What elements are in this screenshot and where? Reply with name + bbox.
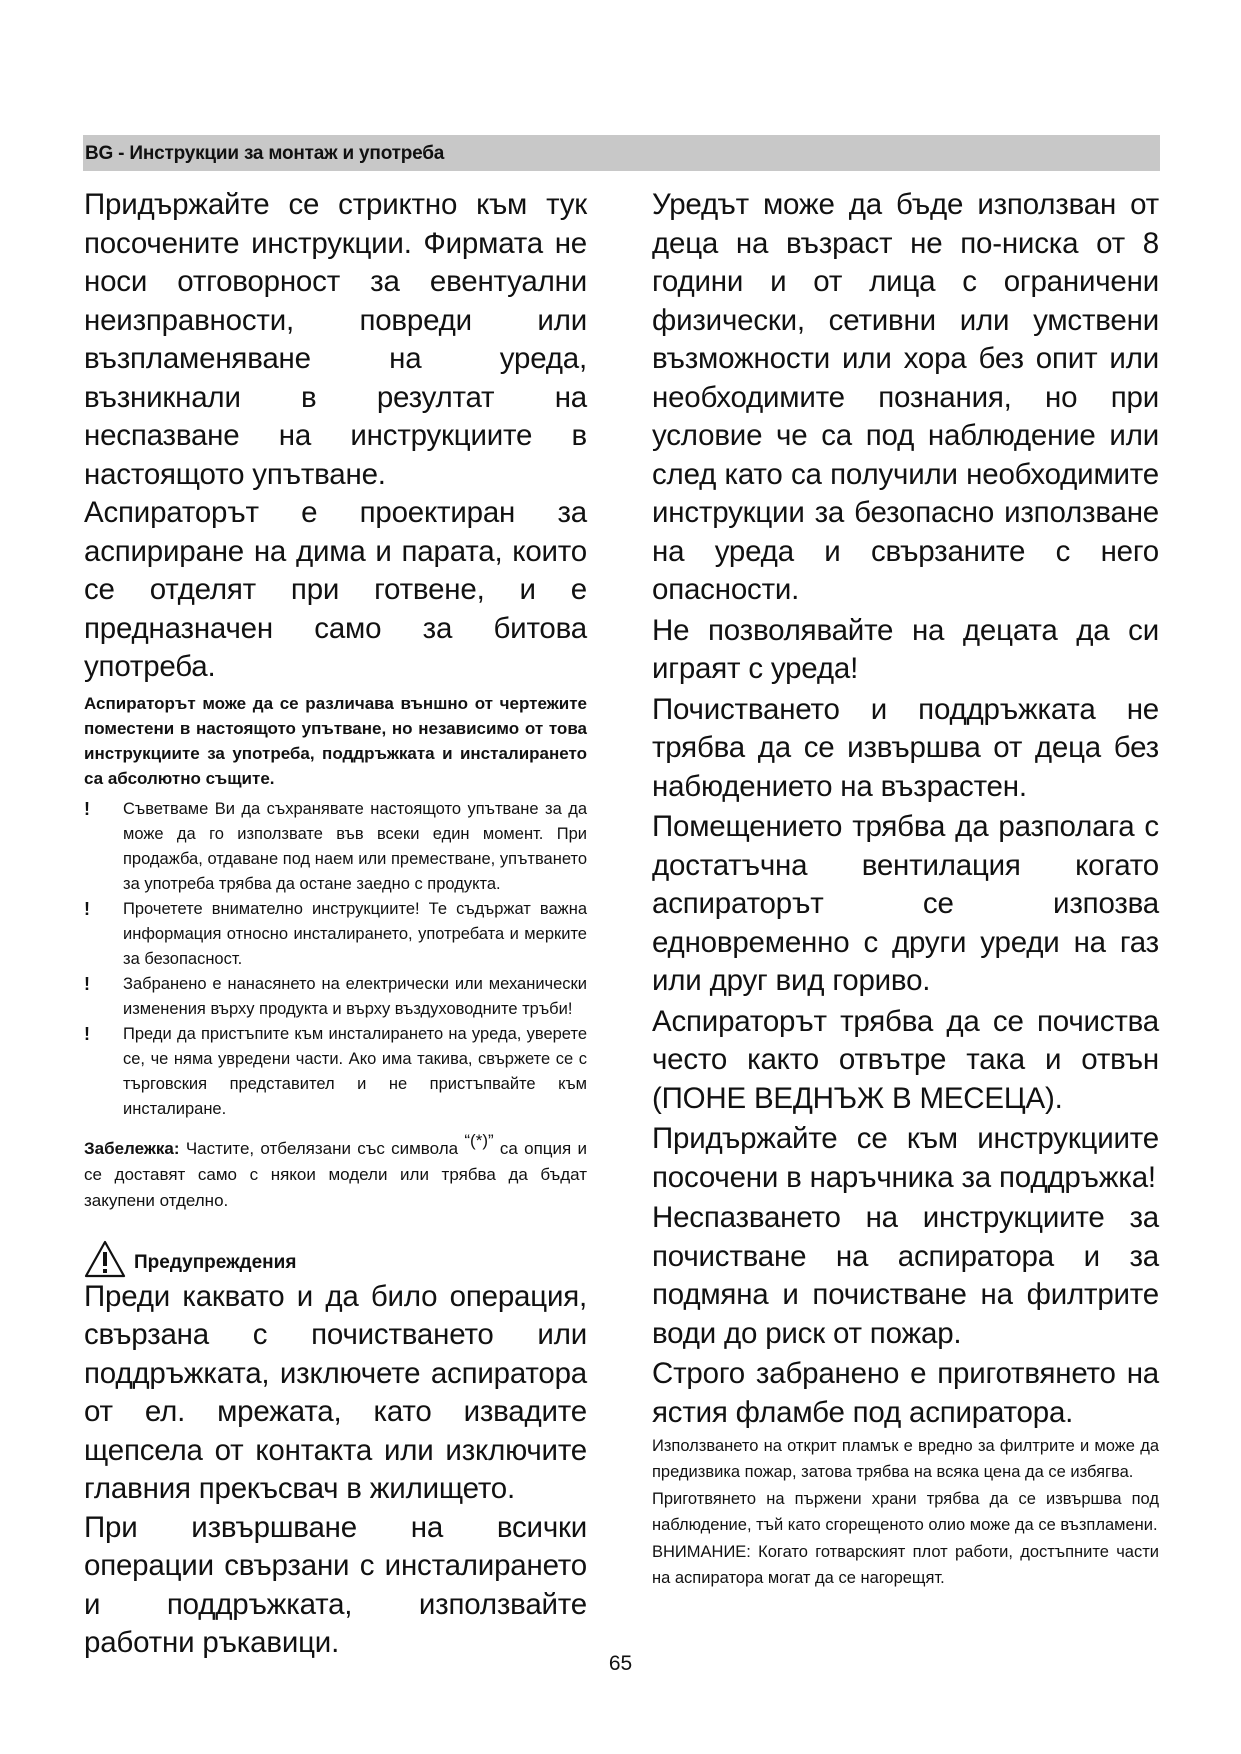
gloves-paragraph: При извършване на всички операции свързани с инсталирането и поддръжката, използвайте работни ръкавици. (84, 1510, 587, 1659)
hot-parts-note: ВНИМАНИЕ: Когато готварският плот работи, достъпните части на аспиратора могат да се нагорещят. (652, 1543, 1159, 1587)
cleaning-children-paragraph: Почистването и поддръжката не трябва да се извършва от деца без набюдението на възрастен. (652, 692, 1159, 803)
exclamation-icon: ! (84, 798, 90, 819)
section-header-bar (83, 135, 1160, 171)
optional-symbol: “(*)” (464, 1130, 494, 1150)
right-column (652, 186, 1159, 1591)
section-title: BG - Инструкции за монтаж и употреба (85, 143, 445, 164)
frying-note: Приготвянето на пържени храни трябва да се извършва под наблюдение, тъй като сгорещеното олио може да се възпламени. (652, 1490, 1159, 1534)
caution-list (84, 797, 587, 1122)
intro-paragraph: Придържайте се стриктно към тук посочените инструкции. Фирмата не носи отговорност за евентуални неизправности, повреди или възпламеняване на уреда, възникнали в резултат на неспазване на инструкциите в настоящото упътване. (84, 188, 587, 491)
cleaning-frequency-paragraph: Аспираторът трябва да се почиства често както отвътре така и отвън (ПОНЕ ВЕДНЪЖ В МЕСЕЦА). (652, 1004, 1159, 1115)
flambe-paragraph: Строго забранено е приготвянето на ястия фламбе под аспиратора. (652, 1357, 1159, 1429)
note-paragraph: Забележка: Частите, отбелязани със символа “(*)” са опция и се доставят само с някои модели или трябва да бъдат закупени отделно. (84, 1130, 587, 1210)
note-label: Забележка: (84, 1138, 180, 1158)
warning-triangle-icon (84, 1240, 126, 1278)
list-item: ! Съветваме Ви да съхранявате настоящото упътване за да може да го използвате във всеки един момент. При продажба, отдаване под наем или преместване, упътването за употреба трябва да остане заедно с продукта. (84, 798, 587, 893)
warnings-title: Предупреждения (134, 1251, 297, 1273)
fire-risk-paragraph: Неспазването на инструкциите за почистване на аспиратора и за подмяна и почистване на филтрите води до риск от пожар. (652, 1201, 1159, 1350)
purpose-paragraph: Аспираторът е проектиран за аспириране на дима и парата, които се отделят при готвене, и е предназначен само за битова употреба. (84, 496, 587, 683)
page-number: 65 (608, 1652, 633, 1675)
open-flame-note: Използването на открит пламък е вредно за филтрите и може да предизвика пожар, затова трябва на всяка цена да се избягва. (652, 1437, 1159, 1481)
exclamation-icon: ! (84, 1023, 90, 1044)
appearance-note: Аспираторът може да се различава външно от чертежите поместени в настоящото упътване, но независимо от това инструкциите за употреба, поддръжката и инсталирането са абсолютно същите. (84, 693, 587, 788)
list-item: ! Забранено е нанасянето на електрически или механически изменения върху продукта и върху въздуховодните тръби! (84, 973, 587, 1018)
children-play-paragraph: Не позволявайте на децата да си играят с уреда! (652, 613, 1159, 685)
maintenance-manual-paragraph: Придържайте се към инструкциите посочени в наръчника за поддръжка! (652, 1122, 1159, 1194)
disconnect-paragraph: Преди каквато и да било операция, свързана с почистването или поддръжката, изключете аспиратора от ел. мрежата, като извадите щепсела от контакта или изключите главния прекъсвач в жилището. (84, 1279, 587, 1505)
warnings-heading (84, 1234, 587, 1278)
list-item: ! Преди да пристъпите към инсталирането на уреда, уверете се, че няма увредени части. Ако има такива, свържете се с търговския представител и не пристъпвайте към инсталиране. (84, 1023, 587, 1118)
exclamation-icon: ! (84, 973, 90, 994)
list-item: ! Прочетете внимателно инструкциите! Те съдържат важна информация относно инсталирането, употребата и мерките за безопасност. (84, 898, 587, 968)
ventilation-paragraph: Помещението трябва да разполага с достатъчна вентилация когато аспираторът се изпозва едновременно с други уреди на газ или друг вид гориво. (652, 810, 1159, 997)
exclamation-icon: ! (84, 898, 90, 919)
left-column (84, 186, 587, 1663)
children-usage-paragraph: Уредът може да бъде използван от деца на възраст не по-ниска от 8 години и от лица с ограничени физически, сетивни или умствени възможности или хора без опит или необходимите познания, но при условие че са под наблюдение или след като са получили необходимите инструкции за безопасно използване на уреда и свързаните с него опасности. (652, 188, 1159, 606)
